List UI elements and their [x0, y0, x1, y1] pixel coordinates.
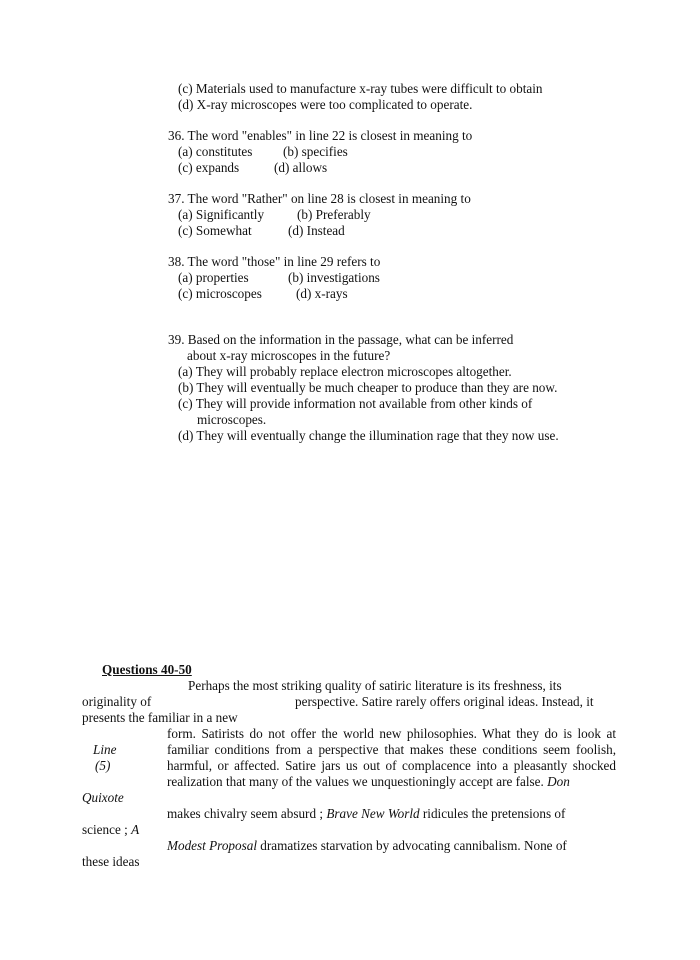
q38-option-d: (d) x-rays	[296, 286, 348, 301]
q39-option-c-line2: microscopes.	[197, 412, 267, 427]
q37-stem: 37. The word "Rather" on line 28 is closest in meaning to	[168, 191, 471, 206]
passage-line-1: Perhaps the most striking quality of satiric literature is its freshness, its	[188, 678, 562, 693]
q39-option-b: (b) They will eventually be much cheaper to produce than they are now.	[178, 380, 558, 395]
q39-option-d: (d) They will eventually change the illumination rage that they now use.	[178, 428, 559, 443]
passage-line-11	[167, 838, 567, 853]
q39-stem-line2: about x-ray microscopes in the future?	[187, 348, 391, 363]
passage-line-6: harmful, or affected. Satire jars us out of complacence into a pleasantly shocked	[167, 758, 616, 773]
passage-line-11b: dramatizes starvation by advocating cannibalism. None of	[260, 838, 567, 853]
passage-line-9c: ridicules the pretensions of	[422, 806, 566, 821]
title-quixote: Quixote	[82, 790, 124, 805]
passage-line-10	[82, 822, 139, 837]
title-a: A	[131, 822, 140, 837]
q37-option-c: (c) Somewhat	[178, 223, 252, 238]
q39-option-c-line1: (c) They will provide information not available from other kinds of	[178, 396, 533, 411]
passage-line-2a: originality of	[82, 694, 152, 709]
q38-option-a: (a) properties	[178, 270, 249, 285]
passage-heading: Questions 40-50	[102, 662, 192, 677]
line-label: Line	[93, 742, 117, 757]
passage-line-10a: science ;	[82, 822, 128, 837]
q38-option-c: (c) microscopes	[178, 286, 262, 301]
q36-option-a: (a) constitutes	[178, 144, 253, 159]
passage-line-3: presents the familiar in a new	[82, 710, 238, 725]
title-don: Don	[547, 774, 570, 789]
q36-stem: 36. The word "enables" in line 22 is closest in meaning to	[168, 128, 473, 143]
passage-line-5: familiar conditions from a perspective that makes these conditions seem foolish,	[167, 742, 616, 757]
passage-line-9a: makes chivalry seem absurd ;	[167, 806, 324, 821]
q38-option-b: (b) investigations	[288, 270, 380, 285]
q37-option-a: (a) Significantly	[178, 207, 265, 222]
q37-option-d: (d) Instead	[288, 223, 345, 238]
q35-option-c: (c) Materials used to manufacture x-ray tubes were difficult to obtain	[178, 81, 543, 96]
q36-option-b: (b) specifies	[283, 144, 348, 159]
title-modest-proposal: Modest Proposal	[167, 838, 257, 853]
q39-option-a: (a) They will probably replace electron microscopes altogether.	[178, 364, 512, 379]
title-brave-new-world: Brave New World	[326, 806, 420, 821]
passage-line-4: form. Satirists do not offer the world new philosophies. What they do is look at	[167, 726, 616, 741]
passage-line-12: these ideas	[82, 854, 140, 869]
q39-stem-line1: 39. Based on the information in the passage, what can be inferred	[168, 332, 514, 347]
passage-line-7a: realization that many of the values we unquestioningly accept are false.	[167, 774, 544, 789]
line-number-5: (5)	[95, 758, 111, 773]
q35-option-d: (d) X-ray microscopes were too complicated to operate.	[178, 97, 473, 112]
q38-stem: 38. The word "those" in line 29 refers to	[168, 254, 381, 269]
passage-line-9	[167, 806, 565, 821]
q36-option-c: (c) expands	[178, 160, 240, 175]
q36-option-d: (d) allows	[274, 160, 328, 175]
passage-line-7	[167, 774, 570, 789]
q37-option-b: (b) Preferably	[297, 207, 371, 222]
passage-line-2b: perspective. Satire rarely offers original ideas. Instead, it	[295, 694, 594, 709]
